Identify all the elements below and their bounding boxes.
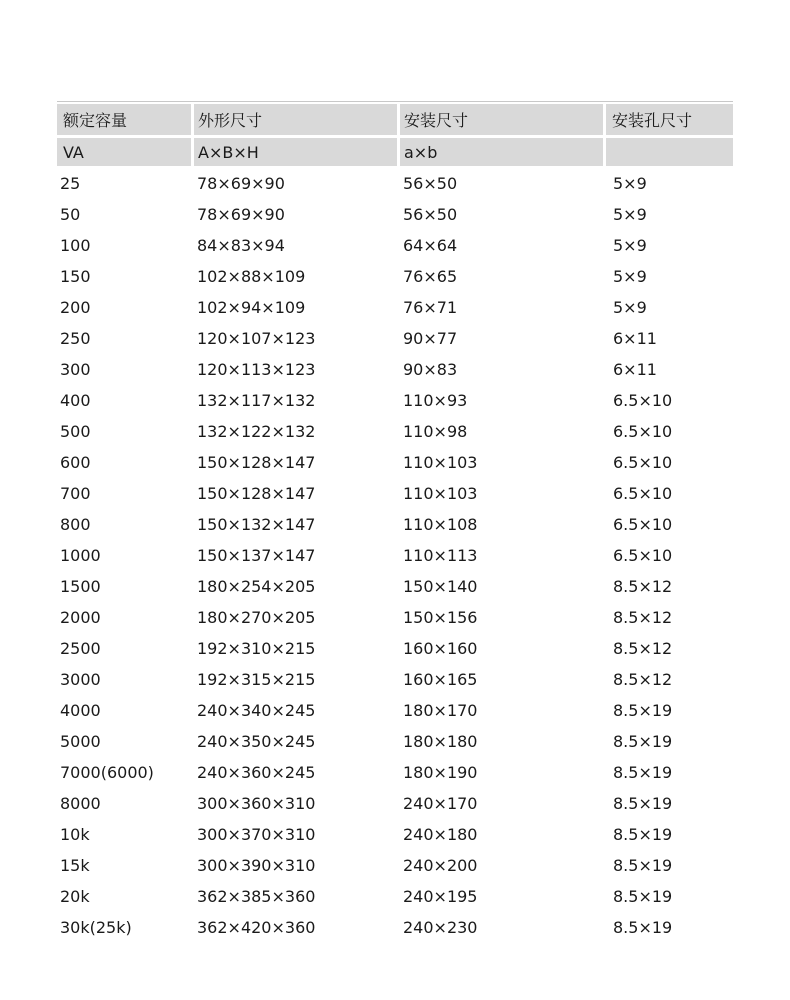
table-row xyxy=(57,261,733,292)
unit-rated-capacity: VA xyxy=(57,138,194,166)
table-row xyxy=(57,230,733,261)
cell-outline-dimensions: 150×128×147 xyxy=(197,484,316,503)
cell-mounting-dimensions: 180×190 xyxy=(403,763,478,782)
cell-mounting-hole-size: 5×9 xyxy=(613,205,647,224)
cell-rated-capacity: 8000 xyxy=(60,794,101,813)
cell-mounting-hole-size: 8.5×12 xyxy=(613,639,673,658)
cell-mounting-dimensions: 110×108 xyxy=(403,515,478,534)
cell-mounting-hole-size: 8.5×12 xyxy=(613,670,673,689)
cell-mounting-dimensions: 240×230 xyxy=(403,918,478,937)
cell-outline-dimensions: 300×370×310 xyxy=(197,825,316,844)
cell-mounting-dimensions: 240×180 xyxy=(403,825,478,844)
table-row xyxy=(57,478,733,509)
table-row xyxy=(57,571,733,602)
cell-outline-dimensions: 132×122×132 xyxy=(197,422,316,441)
cell-outline-dimensions: 102×88×109 xyxy=(197,267,306,286)
unit-mounting-hole-size xyxy=(606,138,733,166)
cell-outline-dimensions: 78×69×90 xyxy=(197,205,285,224)
cell-rated-capacity: 1000 xyxy=(60,546,101,565)
cell-outline-dimensions: 78×69×90 xyxy=(197,174,285,193)
cell-outline-dimensions: 362×420×360 xyxy=(197,918,316,937)
cell-mounting-dimensions: 150×156 xyxy=(403,608,478,627)
table-row xyxy=(57,509,733,540)
cell-mounting-hole-size: 8.5×19 xyxy=(613,701,673,720)
cell-mounting-dimensions: 110×113 xyxy=(403,546,478,565)
cell-mounting-hole-size: 8.5×19 xyxy=(613,825,673,844)
cell-mounting-dimensions: 240×200 xyxy=(403,856,478,875)
table-row xyxy=(57,292,733,323)
cell-mounting-hole-size: 6.5×10 xyxy=(613,453,673,472)
table-unit-row xyxy=(57,138,733,166)
cell-mounting-dimensions: 180×170 xyxy=(403,701,478,720)
cell-rated-capacity: 10k xyxy=(60,825,90,844)
cell-rated-capacity: 600 xyxy=(60,453,91,472)
table-row xyxy=(57,385,733,416)
cell-outline-dimensions: 240×340×245 xyxy=(197,701,316,720)
cell-mounting-hole-size: 8.5×12 xyxy=(613,577,673,596)
cell-outline-dimensions: 102×94×109 xyxy=(197,298,306,317)
cell-outline-dimensions: 300×360×310 xyxy=(197,794,316,813)
cell-outline-dimensions: 180×270×205 xyxy=(197,608,316,627)
cell-mounting-dimensions: 240×195 xyxy=(403,887,478,906)
cell-mounting-dimensions: 56×50 xyxy=(403,174,458,193)
table-row xyxy=(57,664,733,695)
header-rated-capacity: 额定容量 xyxy=(57,104,194,135)
cell-rated-capacity: 500 xyxy=(60,422,91,441)
cell-rated-capacity: 7000(6000) xyxy=(60,763,154,782)
cell-outline-dimensions: 132×117×132 xyxy=(197,391,316,410)
cell-rated-capacity: 400 xyxy=(60,391,91,410)
cell-outline-dimensions: 84×83×94 xyxy=(197,236,285,255)
cell-rated-capacity: 25 xyxy=(60,174,81,193)
cell-mounting-dimensions: 180×180 xyxy=(403,732,478,751)
cell-mounting-hole-size: 6.5×10 xyxy=(613,391,673,410)
cell-mounting-dimensions: 76×71 xyxy=(403,298,458,317)
cell-mounting-hole-size: 6×11 xyxy=(613,329,657,348)
table-row xyxy=(57,447,733,478)
cell-rated-capacity: 250 xyxy=(60,329,91,348)
cell-mounting-hole-size: 6.5×10 xyxy=(613,515,673,534)
cell-rated-capacity: 4000 xyxy=(60,701,101,720)
cell-mounting-hole-size: 8.5×19 xyxy=(613,763,673,782)
cell-mounting-hole-size: 5×9 xyxy=(613,267,647,286)
header-outline-dimensions: 外形尺寸 xyxy=(194,104,400,135)
table-row xyxy=(57,819,733,850)
cell-rated-capacity: 50 xyxy=(60,205,81,224)
table-row xyxy=(57,168,733,199)
cell-rated-capacity: 5000 xyxy=(60,732,101,751)
cell-outline-dimensions: 192×310×215 xyxy=(197,639,316,658)
cell-outline-dimensions: 180×254×205 xyxy=(197,577,316,596)
table-row xyxy=(57,788,733,819)
cell-rated-capacity: 15k xyxy=(60,856,90,875)
cell-mounting-hole-size: 6.5×10 xyxy=(613,484,673,503)
table-row xyxy=(57,416,733,447)
header-mounting-dimensions: 安装尺寸 xyxy=(400,104,606,135)
table-row xyxy=(57,540,733,571)
table-row xyxy=(57,881,733,912)
cell-mounting-hole-size: 6.5×10 xyxy=(613,422,673,441)
table-row xyxy=(57,633,733,664)
cell-rated-capacity: 200 xyxy=(60,298,91,317)
cell-mounting-dimensions: 110×98 xyxy=(403,422,468,441)
cell-rated-capacity: 100 xyxy=(60,236,91,255)
cell-mounting-hole-size: 6.5×10 xyxy=(613,546,673,565)
table-row xyxy=(57,850,733,881)
cell-rated-capacity: 3000 xyxy=(60,670,101,689)
cell-outline-dimensions: 150×128×147 xyxy=(197,453,316,472)
cell-mounting-hole-size: 8.5×19 xyxy=(613,887,673,906)
cell-rated-capacity: 1500 xyxy=(60,577,101,596)
cell-rated-capacity: 700 xyxy=(60,484,91,503)
table-row xyxy=(57,602,733,633)
cell-mounting-dimensions: 90×77 xyxy=(403,329,458,348)
table-row xyxy=(57,354,733,385)
cell-mounting-hole-size: 8.5×19 xyxy=(613,918,673,937)
cell-mounting-dimensions: 240×170 xyxy=(403,794,478,813)
cell-mounting-dimensions: 110×103 xyxy=(403,453,478,472)
cell-rated-capacity: 300 xyxy=(60,360,91,379)
cell-outline-dimensions: 240×350×245 xyxy=(197,732,316,751)
cell-mounting-dimensions: 150×140 xyxy=(403,577,478,596)
cell-mounting-hole-size: 8.5×19 xyxy=(613,732,673,751)
table-body xyxy=(57,168,733,943)
top-divider xyxy=(57,101,733,102)
cell-mounting-dimensions: 110×103 xyxy=(403,484,478,503)
cell-outline-dimensions: 150×137×147 xyxy=(197,546,316,565)
cell-mounting-dimensions: 160×160 xyxy=(403,639,478,658)
cell-mounting-dimensions: 90×83 xyxy=(403,360,458,379)
cell-mounting-hole-size: 5×9 xyxy=(613,236,647,255)
header-mounting-hole-size: 安装孔尺寸 xyxy=(606,104,733,135)
unit-outline-dimensions: A×B×H xyxy=(194,138,400,166)
cell-mounting-dimensions: 160×165 xyxy=(403,670,478,689)
table-header-row xyxy=(57,104,733,135)
cell-outline-dimensions: 120×107×123 xyxy=(197,329,316,348)
table-row xyxy=(57,695,733,726)
cell-mounting-hole-size: 5×9 xyxy=(613,298,647,317)
cell-outline-dimensions: 240×360×245 xyxy=(197,763,316,782)
specification-table xyxy=(57,104,733,943)
cell-rated-capacity: 20k xyxy=(60,887,90,906)
table-row xyxy=(57,323,733,354)
table-row xyxy=(57,726,733,757)
cell-rated-capacity: 30k(25k) xyxy=(60,918,132,937)
cell-mounting-dimensions: 110×93 xyxy=(403,391,468,410)
cell-rated-capacity: 800 xyxy=(60,515,91,534)
cell-outline-dimensions: 300×390×310 xyxy=(197,856,316,875)
cell-mounting-hole-size: 8.5×12 xyxy=(613,608,673,627)
cell-mounting-hole-size: 6×11 xyxy=(613,360,657,379)
cell-outline-dimensions: 362×385×360 xyxy=(197,887,316,906)
cell-rated-capacity: 2000 xyxy=(60,608,101,627)
cell-outline-dimensions: 120×113×123 xyxy=(197,360,316,379)
cell-mounting-dimensions: 76×65 xyxy=(403,267,458,286)
table-row xyxy=(57,757,733,788)
cell-outline-dimensions: 150×132×147 xyxy=(197,515,316,534)
unit-mounting-dimensions: a×b xyxy=(400,138,606,166)
cell-mounting-hole-size: 8.5×19 xyxy=(613,856,673,875)
cell-mounting-dimensions: 56×50 xyxy=(403,205,458,224)
table-row xyxy=(57,912,733,943)
cell-outline-dimensions: 192×315×215 xyxy=(197,670,316,689)
cell-rated-capacity: 2500 xyxy=(60,639,101,658)
table-row xyxy=(57,199,733,230)
cell-mounting-hole-size: 5×9 xyxy=(613,174,647,193)
cell-rated-capacity: 150 xyxy=(60,267,91,286)
cell-mounting-hole-size: 8.5×19 xyxy=(613,794,673,813)
cell-mounting-dimensions: 64×64 xyxy=(403,236,458,255)
